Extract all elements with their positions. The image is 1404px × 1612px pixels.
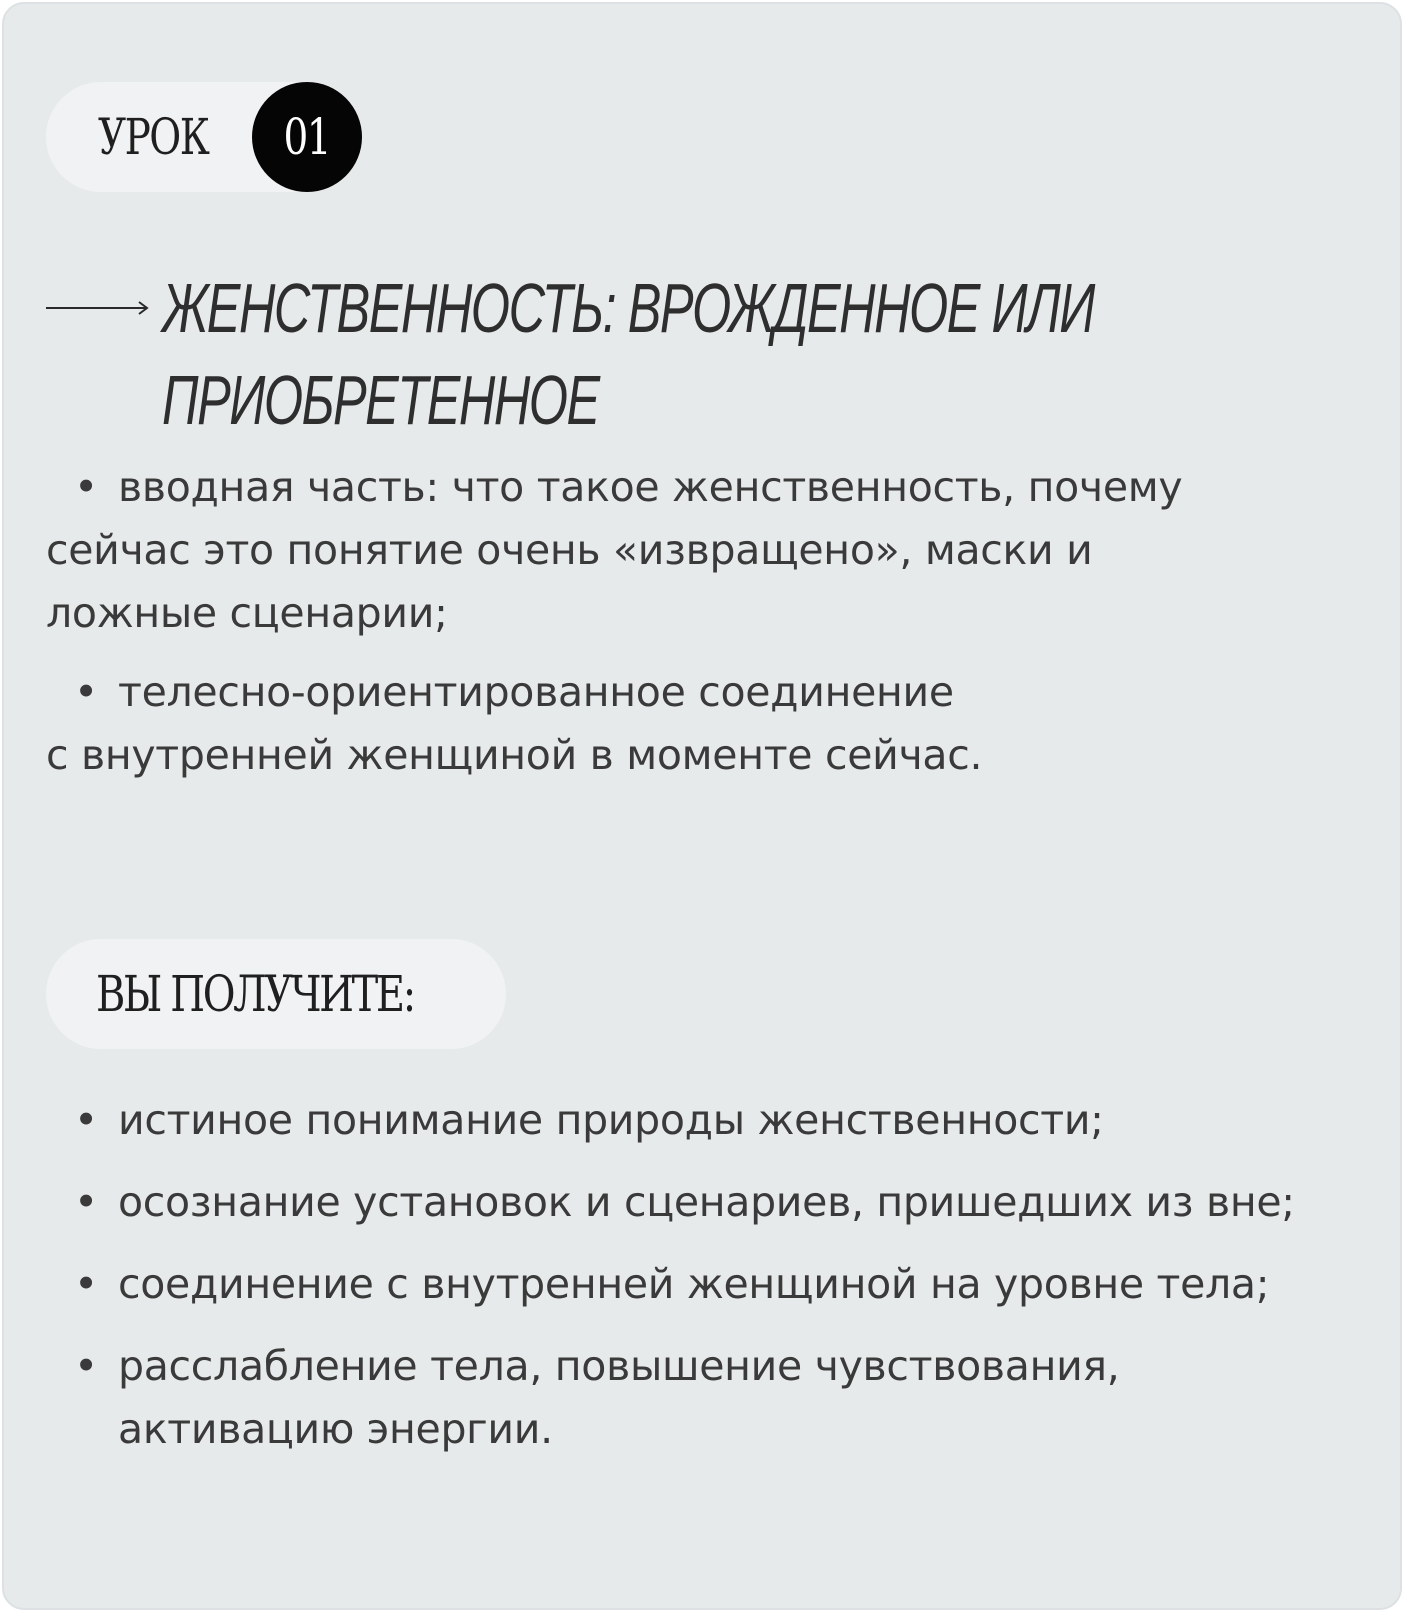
list-item-text: истиное понимание природы женственности; [118, 1096, 1104, 1144]
lesson-badge [46, 82, 362, 192]
bullet-dot-icon: • [74, 668, 98, 716]
lesson-number: 01 [283, 108, 331, 166]
bullet-dot-icon: • [74, 1096, 98, 1144]
arrow-right-icon [46, 301, 150, 315]
list-item [74, 1335, 1394, 1461]
intro-item-line: вводная часть: что такое женственность, почему [118, 463, 1183, 511]
benefits-header: ВЫ ПОЛУЧИТЕ: [96, 965, 414, 1023]
bullet-dot-icon: • [74, 1178, 98, 1226]
bullet-dot-icon: • [74, 463, 98, 511]
bullet-dot-icon: • [74, 1342, 98, 1390]
list-item [74, 1253, 1394, 1316]
bullet-dot-icon: • [74, 1260, 98, 1308]
benefits-list [74, 1089, 1394, 1480]
benefits-header-badge [46, 939, 506, 1049]
list-item-text: осознание установок и сценариев, пришедших из вне; [118, 1178, 1295, 1226]
list-item-text: соединение с внутренней женщиной на уровне тела; [118, 1260, 1270, 1308]
lesson-title-line-1: ЖЕНСТВЕННОСТЬ: ВРОЖДЕННОЕ ИЛИ [162, 269, 1094, 347]
intro-item [46, 661, 982, 787]
lesson-number-circle [252, 82, 362, 192]
lesson-title [162, 262, 1094, 446]
lesson-title-line-2: ПРИОБРЕТЕННОЕ [162, 361, 599, 439]
list-item [74, 1171, 1394, 1234]
list-item [74, 1089, 1394, 1152]
lesson-card [2, 2, 1402, 1610]
intro-item-line: сейчас это понятие очень «извращено», маски и [46, 526, 1093, 574]
lesson-label: УРОК [98, 108, 209, 166]
intro-item-line: с внутренней женщиной в моменте сейчас. [46, 731, 983, 779]
list-item-text: расслабление тела, повышение чувствования, активацию энергии. [118, 1342, 1120, 1453]
intro-item-line: телесно-ориентированное соединение [118, 668, 954, 716]
intro-item-line: ложные сценарии; [46, 589, 448, 637]
intro-item [46, 456, 1182, 645]
